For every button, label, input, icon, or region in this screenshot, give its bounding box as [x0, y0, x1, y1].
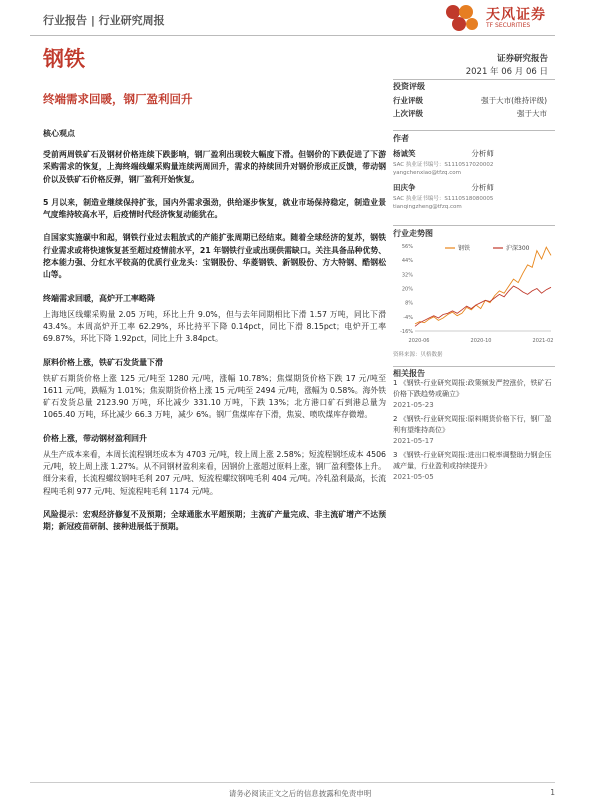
related-report[interactable] [393, 450, 555, 483]
sidebar-divider [393, 130, 555, 131]
y-tick-label: 8% [405, 300, 413, 307]
header-divider [30, 35, 555, 36]
y-tick-label: 44% [401, 258, 413, 265]
series-line [415, 286, 551, 326]
related-report-date: 2021-05-17 [393, 437, 434, 445]
sidebar-divider [393, 225, 555, 226]
section-text: 上海地区线螺采购量 2.05 万吨，环比上升 9.0%，但与去年同期相比下滑 1.57 万吨，同比下滑 43.4%。本周高炉开工率 62.29%，环比持平下降 0.14pct，同比下滑 8.15pct；电炉开工率 69.87%，环比下降 1.92pct，同比上升 3.84pct。 [43, 309, 386, 344]
x-tick-label: 2020-10 [470, 338, 492, 344]
related-reports-list [393, 378, 555, 486]
section-heading: 原料价格上涨，铁矿石发货量下滑 [43, 357, 163, 367]
author-entry [393, 182, 494, 193]
related-report-date: 2021-05-05 [393, 473, 434, 481]
rating-label: 上次评级 [393, 109, 423, 118]
risk-warning: 风险提示：宏观经济修复不及预期；全球通胀水平超预期；主流矿产量完成、非主流矿增产不达预期；新冠疫苗研制、接种进展低于预期。 [43, 509, 386, 532]
page-title: 钢铁 [43, 47, 85, 71]
core-paragraph: 自国家实施碳中和起，钢铁行业过去粗放式的产能扩张周期已经结束。随着全球经济的复苏，钢铁行业需求或将快速恢复甚至超过疫情前水平，21 年钢铁行业或出现供需缺口。关注具备品种优势、挖本能力强、分红水平较高的优质行业龙头：宝钢股份、华菱钢铁、新钢股份、方大特钢、酷钢松山等。 [43, 233, 386, 280]
x-tick-label: 2020-06 [408, 338, 430, 344]
authors-heading: 作者 [393, 134, 409, 143]
rating-label: 行业评级 [393, 96, 423, 105]
author-sac: SAC 执业证书编号：S1110517020002 [393, 162, 494, 168]
series-line [415, 247, 551, 324]
author-entry [393, 148, 494, 159]
page-subtitle: 终端需求回暖，钢厂盈利回升 [43, 92, 193, 106]
rating-value: 强于大市(维持评级) [481, 96, 547, 105]
core-paragraph: 受前两周铁矿石及钢材价格连续下跌影响，钢厂盈利出现较大幅度下滑。但钢价的下跌促进了下游采购需求的恢复，上海终端线螺采购量连续两周回升，需求的持续回升对钢价形成正反馈，带动钢价以及铁矿石价格反弹，钢厂盈利开始恢复。 [43, 150, 386, 184]
sidebar-divider [393, 79, 555, 80]
logo-text: 天风证券 [486, 7, 546, 23]
related-heading: 相关报告 [393, 369, 425, 378]
logo-subtext: TF SECURITIES [486, 22, 531, 29]
related-report-date: 2021-05-23 [393, 401, 434, 409]
section-heading: 终端需求回暖，高炉开工率略降 [43, 293, 155, 303]
related-report[interactable] [393, 378, 555, 411]
author-name: 田庆争 [393, 183, 416, 192]
industry-trend-chart [393, 240, 555, 345]
section-text: 铁矿石期货价格上涨 125 元/吨至 1280 元/吨，涨幅 10.78%；焦煤期货价格下跌 17 元/吨至 1611 元/吨，跌幅为 1.01%；焦炭期货价格上涨 15 元/吨至 2494 元/吨，涨幅为 0.58%。海外铁矿石发货总量 2123.90 万吨，环比减少 331.10 万吨，下跌 13%；北方港口矿石到港总量为 1065.40 万吨，环比减少 66.3 万吨，减少 6%。钢厂焦煤库存下滑，焦炭、喷吹煤库存微增。 [43, 373, 386, 420]
section-heading: 价格上涨，带动钢材盈利回升 [43, 433, 147, 443]
document-type: 证券研究报告 [496, 54, 548, 64]
author-sac: SAC 执业证书编号：S1110518080005 [393, 196, 494, 202]
section-text: 从生产成本来看，本周长流程钢坯成本为 4703 元/吨，较上周上涨 2.58%；短流程钢坯成本 4506 元/吨，较上周上涨 1.27%。从不同钢材盈利来看，因钢价上涨超过原料上涨，钢厂盈利整体上升。细分来看，长流程螺纹钢吨毛利 207 元/吨、短流程螺纹钢吨毛利 404 元/吨。冷轧盈利最高，长流程吨毛利 977 元/吨、短流程吨毛利 1174 元/吨。 [43, 449, 386, 496]
rating-row [393, 108, 547, 119]
related-report[interactable] [393, 414, 555, 447]
legend-label: 沪深300 [506, 245, 530, 252]
footer-disclaimer: 请务必阅读正文之后的信息披露和免责申明 [228, 789, 372, 798]
related-report-title[interactable]: 1 《钢铁-行业研究周报:政策频发严控涨价，铁矿石价格下跌趋势或确立》 [393, 379, 552, 398]
report-body [43, 128, 386, 545]
y-tick-label: -4% [403, 314, 413, 321]
core-heading: 核心观点 [43, 129, 75, 138]
y-tick-label: 56% [401, 244, 413, 250]
author-role: 分析师 [471, 183, 494, 192]
rating-heading: 投资评级 [393, 82, 425, 91]
core-paragraph: 5 月以来，制造业继续保持扩张，国内外需求强劲，供给逐步恢复，就业市场保持稳定，制造业景气度维持较高水平，后疫情时代经济恢复动能犹在。 [43, 197, 386, 220]
related-report-title[interactable]: 2 《钢铁-行业研究周报:原料期货价格下行，钢厂盈利有望维持高位》 [393, 415, 552, 434]
trend-heading: 行业走势图 [393, 229, 433, 238]
author-role: 分析师 [471, 149, 494, 158]
logo-mark-icon [444, 2, 484, 36]
rating-value: 强于大市 [517, 109, 547, 118]
report-category: 行业报告 | 行业研究周报 [43, 14, 165, 27]
author-email[interactable]: yangchenxiao@tfzq.com [393, 170, 461, 176]
y-tick-label: 20% [401, 286, 413, 293]
y-tick-label: -16% [400, 329, 413, 335]
legend-label: 钢铁 [458, 245, 471, 252]
document-date: 2021 年 06 月 06 日 [465, 67, 548, 77]
y-tick-label: 32% [401, 272, 413, 279]
rating-row [393, 95, 547, 106]
sidebar-divider [393, 366, 555, 367]
footer-divider [30, 782, 555, 783]
chart-source: 资料来源：贝格数据 [393, 352, 443, 358]
author-email[interactable]: tianqingzheng@tfzq.com [393, 204, 462, 210]
page-number: 1 [550, 788, 555, 797]
author-name: 杨诚笑 [393, 149, 416, 158]
related-report-title[interactable]: 3 《钢铁-行业研究周报:进出口税率调整助力钢企压减产量，行业盈利或持续提升》 [393, 451, 552, 470]
x-tick-label: 2021-02 [532, 338, 554, 344]
